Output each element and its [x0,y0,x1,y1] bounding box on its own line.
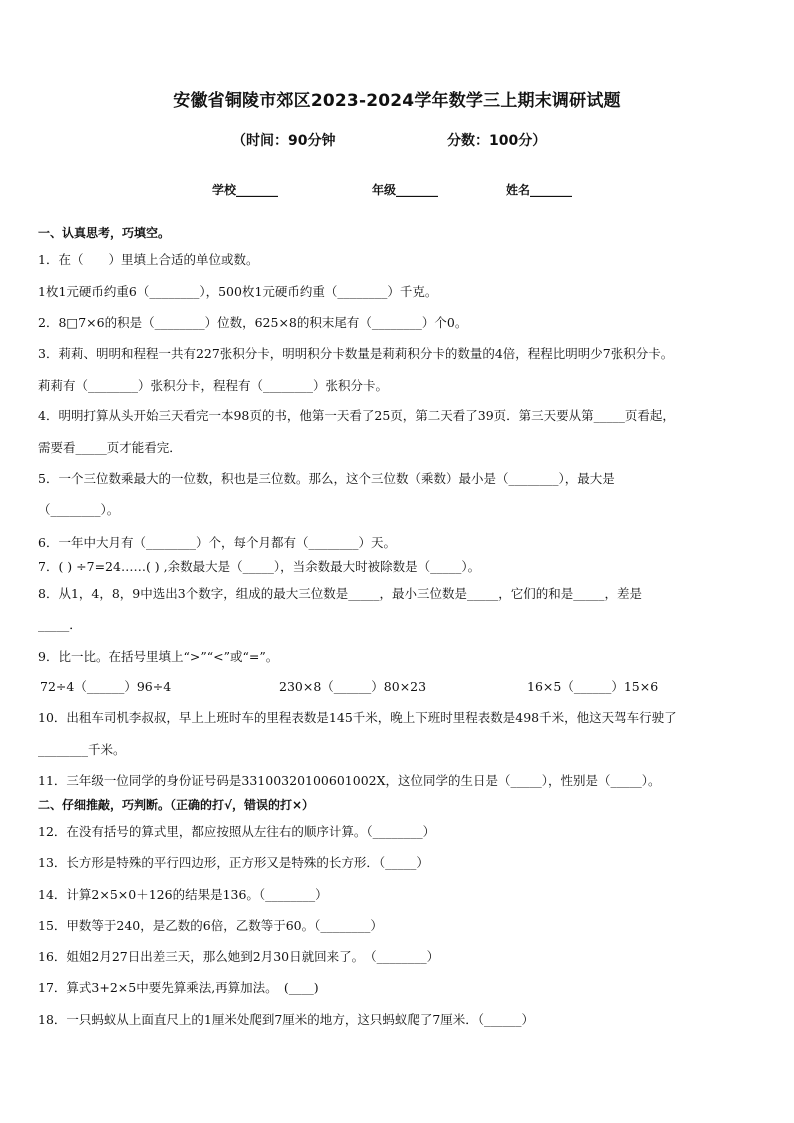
exam-score: 分数：100分） [447,133,547,149]
question-line: 4．明明打算从头开始三天看完一本98页的书，他第一天看了25页，第二天看了39页．第三天要从第_____页看起， [38,408,675,423]
question-line: 14．计算2×5×0＋126的结果是136。（________） [38,887,328,902]
question-line: 13．长方形是特殊的平行四边形，正方形又是特殊的长方形．（_____） [38,855,429,870]
question-line: 9．比一比。在括号里填上“>”“<”或“=”。 [38,649,279,664]
question-line: 5．一个三位数乘最大的一位数，积也是三位数。那么，这个三位数（乘数）最小是（________），最大是 [38,471,615,486]
question-line: _____． [38,617,82,632]
question-line: 12．在没有括号的算式里，都应按照从左往右的顺序计算。（________） [38,824,436,839]
exam-time: （时间：90分钟 [232,133,336,149]
question-line: 7．( ) ÷7=24……( ) ,余数最大是（_____），当余数最大时被除数是（_____）。 [38,559,481,574]
question-line: 15．甲数等于240，是乙数的6倍，乙数等于60。（________） [38,918,383,933]
section-1-heading: 一、认真思考，巧填空。 [38,226,171,240]
question-line: 18．一只蚂蚁从上面直尺上的1厘米处爬到7厘米的地方，这只蚂蚁爬了7厘米．（______） [38,1012,535,1027]
question-line: 6．一年中大月有（________）个，每个月都有（________）天。 [38,535,396,550]
question-line: 需要看_____页才能看完． [38,440,182,455]
question-line: 17．算式3+2×5中要先算乘法,再算加法。 (____) [38,980,319,995]
school-field[interactable]: 学校_______ [212,183,279,197]
question-line: 2．8□7×6的积是（________）位数，625×8的积末尾有（________）个0。 [38,315,468,330]
comparison-item: 16×5（______）15×6 [527,679,659,694]
question-line: ________千米。 [38,742,126,757]
question-line: 11．三年级一位同学的身份证号码是33100320100601002X，这位同学的生日是（_____），性别是（_____）。 [38,773,661,788]
comparison-item: 230×8（______）80×23 [279,679,427,694]
question-line: 16．姐姐2月27日出差三天，那么她到2月30日就回来了。 （________） [38,949,440,964]
question-line: 10．出租车司机李叔叔，早上上班时车的里程表数是145千米，晚上下班时里程表数是498千米，他这天驾车行驶了 [38,710,677,725]
section-2-heading: 二、仔细推敲，巧判断。（正确的打√，错误的打×） [38,798,315,812]
question-line: 8．从1，4，8，9中选出3个数字，组成的最大三位数是_____，最小三位数是_____，它们的和是_____，差是 [38,586,642,601]
exam-title: 安徽省铜陵市郊区2023-2024学年数学三上期末调研试题 [173,91,621,111]
question-line: 3．莉莉、明明和程程一共有227张积分卡，明明积分卡数量是莉莉积分卡的数量的4倍，程程比明明少7张积分卡。 [38,346,674,361]
question-line: 莉莉有（________）张积分卡，程程有（________）张积分卡。 [38,378,389,393]
grade-field[interactable]: 年级_______ [372,183,439,197]
question-line: （________）。 [38,502,120,517]
question-line: 1枚1元硬币约重6（________），500枚1元硬币约重（________）千克。 [38,284,438,299]
name-field[interactable]: 姓名_______ [506,183,573,197]
comparison-item: 72÷4（______）96÷4 [40,679,172,694]
question-line: 1．在（ ）里填上合适的单位或数。 [38,252,259,267]
